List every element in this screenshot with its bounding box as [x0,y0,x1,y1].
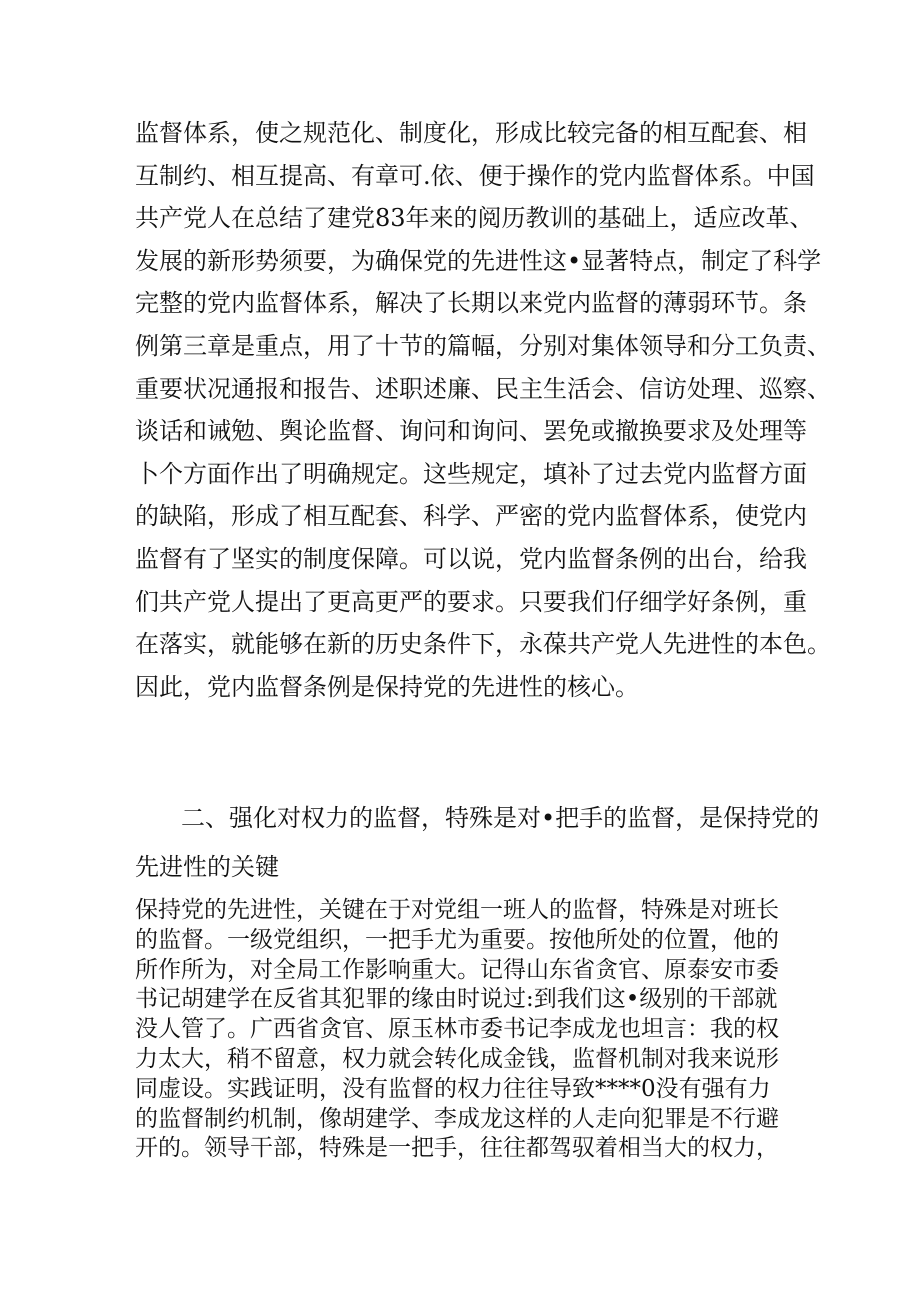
text-line: 书记胡建学在反省其犯罪的缘由时说过:到我们这•级别的干部就 [135,986,778,1013]
text-line: 共产党人在总结了建党83年来的阅历教训的基础上，适应改革、 [135,204,814,233]
text-line: 的监督。一级党组织，一把手尤为重要。按他所处的位置，他的 [135,926,779,953]
text-line: 力太大，稍不留意，权力就会转化成金钱，监督机制对我来说形 [135,1045,779,1072]
text-line: 所作所为，对全局工作影响重大。记得山东省贪官、原泰安市委 [135,956,779,983]
text-line: 例第三章是重点，用了十节的篇幅，分别对集体领导和分工负责、 [135,331,831,360]
text-line: 重要状况通报和报告、述职述廉、民主生活会、信访处理、巡察、 [135,374,831,403]
paragraph-leader-supervision [135,896,795,1164]
text-line: 同虚设。实践证明，没有监督的权力往往导致****0没有强有力 [135,1075,771,1102]
section-heading [135,794,820,892]
heading-line: 先进性的关键 [135,853,279,881]
text-line: 互制约、相互提高、有章可.依、便于操作的党内监督体系。中国 [135,161,815,190]
text-line: 没人管了。广西省贪官、原玉林市委书记李成龙也坦言：我的权 [135,1016,779,1043]
paragraph-supervision-system [135,112,831,708]
text-line: 监督有了坚实的制度保障。可以说，党内监督条例的出台，给我 [135,544,807,573]
text-line: 开的。领导干部，特殊是一把手，往往都驾驭着相当大的权力， [135,1135,779,1162]
text-line: 们共产党人提出了更高更严的要求。只要我们仔细学好条例，重 [135,587,807,616]
text-line: 保持党的先进性，关键在于对党组一班人的监督，特殊是对班长 [135,897,779,923]
text-line: 谈话和诫勉、舆论监督、询问和询问、罢免或撤换要求及处理等 [135,417,807,446]
text-line: 监督体系，使之规范化、制度化，形成比较完备的相互配套、相 [135,119,807,147]
text-line: 完整的党内监督体系，解决了长期以来党内监督的薄弱环节。条 [135,289,807,318]
heading-line: 二、强化对权力的监督，特殊是对•把手的监督，是保持党的 [181,804,820,832]
text-line: 的监督制约机制，像胡建学、李成龙这样的人走向犯罪是不行避 [135,1105,779,1132]
text-line: 因此，党内监督条例是保持党的先进性的核心。 [135,672,639,701]
text-line: 的缺陷，形成了相互配套、科学、严密的党内监督体系，使党内 [135,502,807,531]
text-line: 在落实，就能够在新的历史条件下，永葆共产党人先进性的本色。 [135,630,831,659]
text-line: 发展的新形势须要，为确保党的先进性这•显著特点，制定了科学 [135,246,822,275]
text-line: 卜个方面作出了明确规定。这些规定，填补了过去党内监督方面 [135,459,807,488]
